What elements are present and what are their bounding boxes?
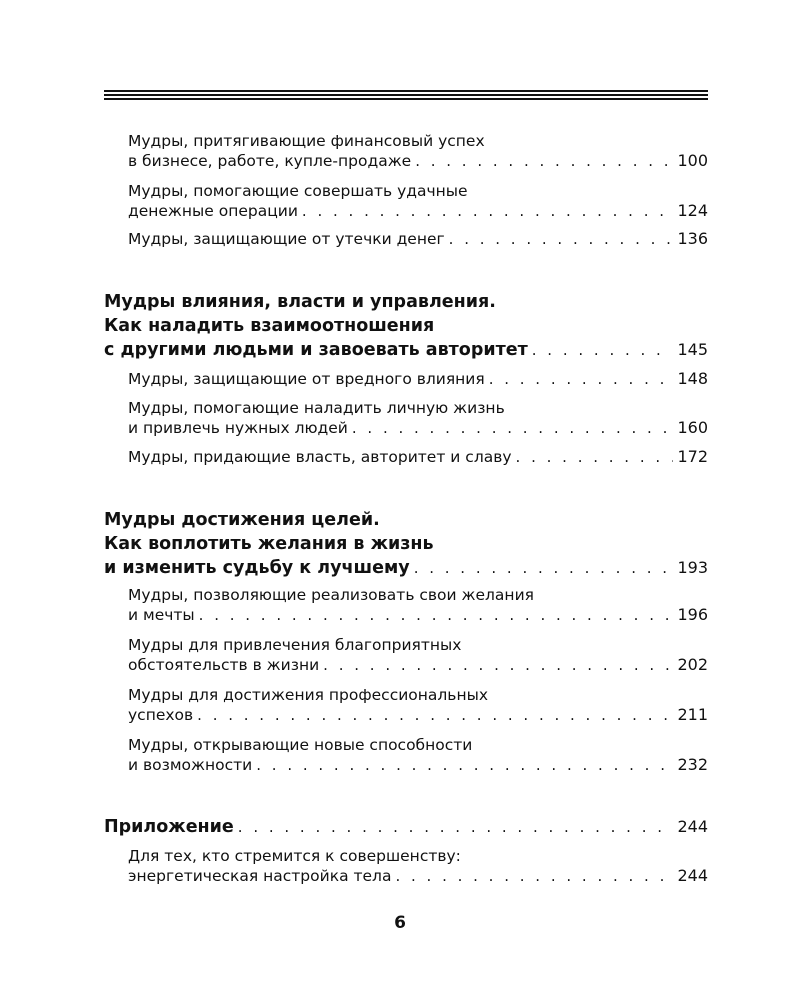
toc-entry[interactable] <box>128 585 708 625</box>
toc-title: успехов <box>128 706 194 724</box>
toc-page-number: 100 <box>677 151 708 170</box>
toc-title: Мудры для достижения профессиональных <box>128 686 488 704</box>
toc-section[interactable] <box>104 508 708 580</box>
toc-title: и возможности <box>128 756 253 774</box>
toc-line <box>104 815 708 839</box>
toc-line <box>128 418 708 438</box>
toc-entry[interactable] <box>128 447 708 467</box>
toc-title: Мудры, притягивающие финансовый успех <box>128 132 485 150</box>
toc-title: Мудры влияния, власти и управления. <box>104 292 496 312</box>
toc-page-number: 244 <box>677 817 708 836</box>
toc-title: Для тех, кто стремится к совершенству: <box>128 847 461 865</box>
toc-page-number: 145 <box>677 340 708 359</box>
toc-page-number: 193 <box>677 558 708 577</box>
toc-entry[interactable] <box>128 685 708 725</box>
toc-title: Как наладить взаимоотношения <box>104 316 435 336</box>
toc-line <box>128 705 708 725</box>
toc-title: Мудры, открывающие новые способности <box>128 736 473 754</box>
toc-title: Как воплотить желания в жизнь <box>104 534 434 554</box>
toc-line <box>128 447 708 467</box>
toc-title: и мечты <box>128 606 195 624</box>
toc-line <box>104 556 708 580</box>
page-number: 6 <box>394 913 406 933</box>
dot-leader <box>199 605 674 625</box>
toc-line <box>128 635 708 655</box>
toc-title: Мудры, помогающие наладить личную жизнь <box>128 399 505 417</box>
toc-line <box>104 290 708 314</box>
toc-line <box>104 338 708 362</box>
toc-title: Мудры, защищающие от вредного влияния <box>128 370 485 388</box>
toc-title: Приложение <box>104 817 234 837</box>
toc-entry[interactable] <box>128 735 708 775</box>
toc-entry[interactable] <box>128 181 708 221</box>
dot-leader <box>256 755 673 775</box>
toc-page-number: 232 <box>677 755 708 774</box>
dot-leader <box>323 655 673 675</box>
toc-line <box>128 398 708 418</box>
dot-leader <box>352 418 674 438</box>
toc-title: денежные операции <box>128 202 298 220</box>
toc-title: и привлечь нужных людей <box>128 419 348 437</box>
dot-leader <box>238 815 674 839</box>
toc-title: Мудры, защищающие от утечки денег <box>128 230 445 248</box>
dot-leader <box>197 705 673 725</box>
toc-title: Мудры, позволяющие реализовать свои желания <box>128 586 534 604</box>
toc-line <box>128 151 708 171</box>
toc-title: энергетическая настройка тела <box>128 867 392 885</box>
dot-leader <box>302 201 674 221</box>
toc-entry[interactable] <box>128 229 708 249</box>
toc-line <box>104 314 708 338</box>
toc-page-number: 202 <box>677 655 708 674</box>
toc-line <box>128 655 708 675</box>
toc-title: Мудры, помогающие совершать удачные <box>128 182 468 200</box>
dot-leader <box>415 151 673 171</box>
toc-page-number: 211 <box>677 705 708 724</box>
toc-section[interactable] <box>104 290 708 362</box>
dot-leader <box>532 338 674 362</box>
toc-section[interactable] <box>104 815 708 839</box>
toc-entry[interactable] <box>128 846 708 886</box>
toc-entry[interactable] <box>128 635 708 675</box>
toc-entry[interactable] <box>128 369 708 389</box>
toc-line <box>128 735 708 755</box>
toc-line <box>104 532 708 556</box>
toc-line <box>128 201 708 221</box>
toc-line <box>128 846 708 866</box>
toc-line <box>128 369 708 389</box>
toc-page-number: 136 <box>677 229 708 248</box>
toc-page-number: 196 <box>677 605 708 624</box>
toc-title: с другими людьми и завоевать авторитет <box>104 340 528 360</box>
toc-title: в бизнесе, работе, купле-продаже <box>128 152 412 170</box>
toc-entry[interactable] <box>128 398 708 438</box>
dot-leader <box>395 866 673 886</box>
toc-line <box>128 866 708 886</box>
toc-page-number: 160 <box>677 418 708 437</box>
toc-title: и изменить судьбу к лучшему <box>104 558 410 578</box>
dot-leader <box>449 229 674 249</box>
toc-line <box>128 585 708 605</box>
toc-page-number: 124 <box>677 201 708 220</box>
toc-entry[interactable] <box>128 131 708 171</box>
toc-title: Мудры достижения целей. <box>104 510 380 530</box>
toc-page-number: 244 <box>677 866 708 885</box>
dot-leader <box>414 556 674 580</box>
dot-leader <box>489 369 674 389</box>
toc-line <box>128 685 708 705</box>
toc-title: Мудры, придающие власть, авторитет и славу <box>128 448 512 466</box>
toc-line <box>128 181 708 201</box>
toc-line <box>104 508 708 532</box>
toc-title: обстоятельств в жизни <box>128 656 320 674</box>
toc-title: Мудры для привлечения благоприятных <box>128 636 462 654</box>
toc-page-number: 172 <box>677 447 708 466</box>
toc-line <box>128 229 708 249</box>
toc-page-number: 148 <box>677 369 708 388</box>
toc-line <box>128 755 708 775</box>
dot-leader <box>516 447 674 467</box>
toc-line <box>128 605 708 625</box>
toc-line <box>128 131 708 151</box>
